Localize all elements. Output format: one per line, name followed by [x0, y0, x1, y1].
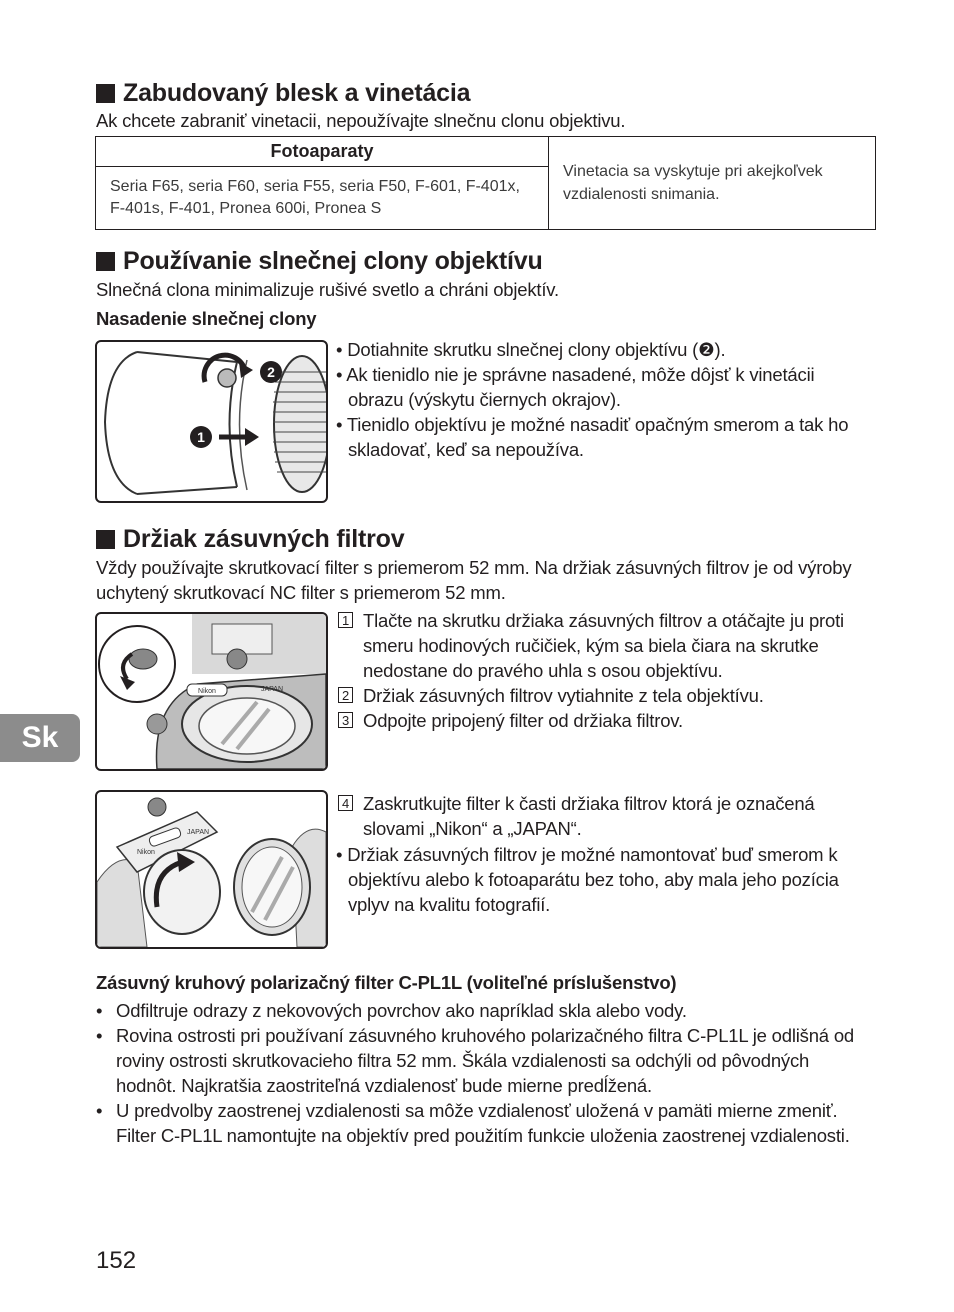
hood-bullets [336, 337, 871, 462]
section-heading-filter-holder [96, 524, 404, 554]
step-marker-two: 2 [267, 364, 275, 380]
camera-table [95, 136, 876, 230]
step-text: Odpojte pripojený filter od držiaka filtrov. [363, 710, 683, 731]
removal-steps [338, 608, 868, 733]
attach-step [338, 791, 873, 841]
square-bullet-icon [96, 84, 115, 103]
polarizer-bullets [96, 998, 871, 1148]
list-item: • Ak tienidlo nie je správne nasadené, môže dôjsť k vinetácii obrazu (výskytu čiernych okrajov). [336, 364, 815, 410]
filter-holder-figure-1 [95, 612, 328, 771]
step-number: 1 [338, 612, 353, 628]
japan-label: JAPAN [187, 829, 210, 836]
step-item [338, 683, 868, 708]
square-bullet-icon [96, 252, 115, 271]
step-marker-one: 1 [197, 429, 205, 445]
section-intro: Ak chcete zabraniť vinetacii, nepoužívajte slnečnu clonu objektivu. [96, 110, 626, 131]
square-bullet-icon [96, 530, 115, 549]
lens-hood-illustration [97, 342, 326, 501]
nikon-label: Nikon [198, 688, 216, 695]
attach-bullet [336, 842, 871, 917]
step-number: 3 [338, 712, 353, 728]
subheading: Nasadenie slnečnej clony [96, 308, 317, 329]
step-number: 4 [338, 795, 353, 811]
filter-attach-illustration [97, 792, 326, 947]
step-text: Tlačte na skrutku držiaka zásuvných filtrov a otáčajte ju proti smeru hodinových ručičiek, kým sa biela čiara na skrutke nedostane do pravého uhla s osou objektívu. [363, 610, 844, 681]
list-item: • Rovina ostrosti pri používaní zásuvného kruhového polarizačného filtra C-PL1L je odlišná od roviny ostrosti skrutkovacieho filtra 52 mm. Škála vzdialenosti sa odchýli od pôvodných hodnôt. Najkratšia zaostriteľná vzdialenosť bude mierne predĺžená. [96, 1023, 871, 1098]
lens-hood-figure [95, 340, 328, 503]
nikon-label: Nikon [137, 849, 155, 856]
language-tab: Sk [0, 714, 80, 762]
polarizer-heading: Zásuvný kruhový polarizačný filter C-PL1L (voliteľné príslušenstvo) [96, 972, 677, 993]
list-item: • Odfiltruje odrazy z nekovových povrchov ako napríklad skla alebo vody. [96, 998, 871, 1023]
table-note: Vinetacia sa vyskytuje pri akejkoľvek vzdialenosti snimania. [549, 137, 876, 230]
list-item: • Dotiahnite skrutku slnečnej clony objektívu (❷). [336, 339, 726, 360]
list-item: • U predvolby zaostrenej vzdialenosti sa môže vzdialenosť uložená v pamäti mierne zmeniť. Filter C-PL1L namontujte na objektív pred použitím funkcie uloženia zaostrenej vzdialenosti. [96, 1098, 871, 1148]
section-title: Zabudovaný blesk a vinetácia [123, 79, 471, 107]
step-item [338, 791, 873, 841]
step-item [338, 608, 868, 683]
section-heading-flash [96, 78, 470, 108]
page-number: 152 [96, 1247, 137, 1274]
section-title: Držiak zásuvných filtrov [123, 525, 405, 553]
step-text: Zaskrutkujte filter k časti držiaka filtrov ktorá je označená slovami „Nikon“ a „JAPAN“. [363, 793, 815, 839]
list-item: • Držiak zásuvných filtrov je možné namontovať buď smerom k objektívu alebo k fotoaparátu bez toho, aby mala jeho pozícia vplyv na kvalitu fotografií. [336, 844, 839, 915]
table-cameras: Seria F65, seria F60, seria F55, seria F50, F-601, F-401x, F-401s, F-401, Pronea 600i, Pronea S [96, 167, 549, 230]
section-intro: Vždy používajte skrutkovací filter s priemerom 52 mm. Na držiak zásuvných filtrov je od výroby uchytený skrutkovací NC filter s priemerom 52 mm. [96, 557, 852, 603]
list-item: • Tienidlo objektívu je možné nasadiť opačným smerom a tak ho skladovať, keď sa nepoužíva. [336, 414, 849, 460]
step-item [338, 708, 868, 733]
step-number: 2 [338, 687, 353, 703]
table-header: Fotoaparaty [96, 137, 549, 167]
filter-holder-removal-illustration [97, 614, 326, 769]
step-text: Držiak zásuvných filtrov vytiahnite z tela objektívu. [363, 685, 764, 706]
section-title: Používanie slnečnej clony objektívu [123, 247, 543, 275]
japan-label: JAPAN [260, 686, 284, 693]
filter-holder-figure-2 [95, 790, 328, 949]
section-intro: Slnečná clona minimalizuje rušivé svetlo a chráni objektív. [96, 279, 559, 300]
section-heading-hood [96, 246, 543, 276]
